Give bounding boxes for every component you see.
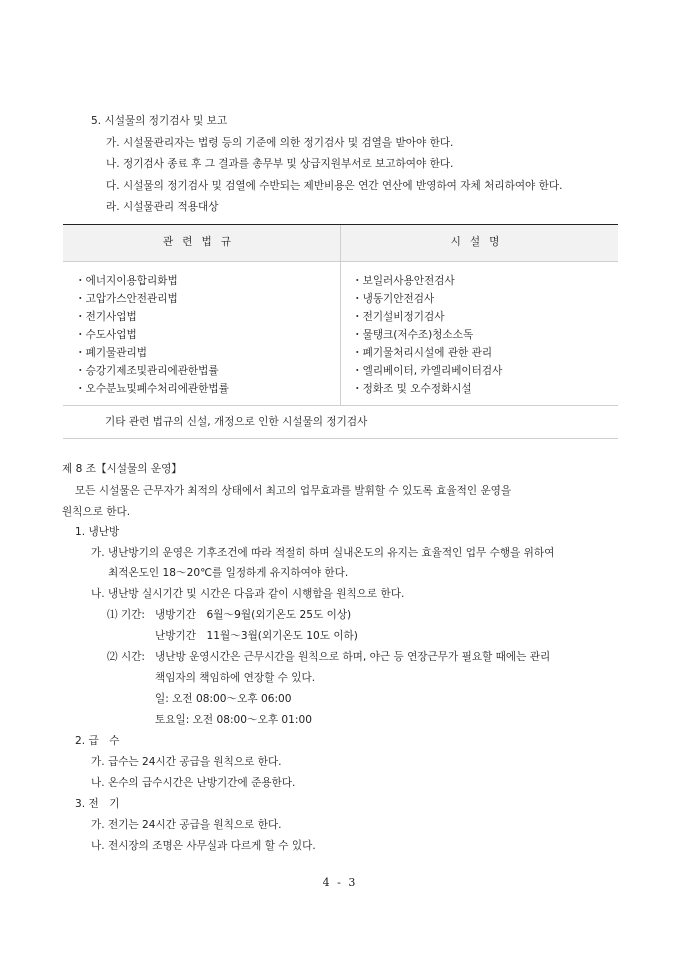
section-5-item-ga: 가. 시설물관리자는 법령 등의 기준에 의한 정기검사 및 검열을 받아야 한다. [106,137,454,149]
section-5-title: 5. 시설물의 정기검사 및 보고 [91,115,228,127]
table-cell-regulation: ・승강기제조및관리에관한법률 [75,365,219,377]
table-cell-facility: ・냉동기안전검사 [352,293,435,305]
section-5-item-ra: 라. 시설물관리 적용대상 [106,201,219,213]
table-cell-regulation: ・전기사업법 [75,311,137,323]
heating-period: 난방기간 11월～3월(외기온도 10도 이하) [155,630,358,642]
section-5-item-na: 나. 정기검사 종료 후 그 결과를 총무부 및 상급지원부서로 보고하여야 한다. [106,158,454,170]
table-cell-facility: ・전기설비정기검사 [352,311,445,323]
table-cell-regulation: ・에너지이용합리화법 [75,275,178,287]
cooling-period: 냉방기간 6월～9월(외기온도 25도 이상) [155,609,352,621]
table-cell-facility: ・보일러사용안전검사 [352,275,455,287]
article-8-heading: 제 8 조【시설물의 운영】 [62,463,182,475]
table-cell-regulation: ・오수분뇨및폐수처리에관한법률 [75,383,229,395]
article-8-intro-line-1: 모든 시설물은 근무자가 최적의 상태에서 최고의 업무효과를 발휘할 수 있도록 효율적인 운영을 [75,485,512,497]
table-bottom-rule [63,438,618,439]
facility-table [63,224,618,439]
saturday-hours: 토요일: 오전 08:00～오후 01:00 [155,714,312,726]
heating-cooling-na: 나. 냉난방 실시기간 및 시간은 다음과 같이 시행함을 원칙으로 한다. [91,588,405,600]
table-header-facilities: 시설명 [450,236,509,248]
hours-label: ⑵ 시간: [107,651,145,663]
water-supply-na: 나. 온수의 급수시간은 난방기간에 준용한다. [91,777,296,789]
water-supply-title: 2. 급 수 [75,735,120,747]
table-cell-facility: ・폐기물처리시설에 관한 관리 [352,347,493,359]
heating-cooling-title: 1. 냉난방 [75,526,120,538]
heating-cooling-ga-line-1: 가. 냉난방기의 운영은 기후조건에 따라 적절히 하며 실내온도의 유지는 효율적인 업무 수행을 위하여 [91,547,555,559]
electricity-ga: 가. 전기는 24시간 공급을 원칙으로 한다. [91,819,282,831]
hours-text-line-1: 냉난방 운영시간은 근무시간을 원칙으로 하며, 야근 등 연장근무가 필요할 때에는 관리 [155,651,551,663]
table-cell-regulation: ・수도사업법 [75,329,137,341]
electricity-na: 나. 전시장의 조명은 사무실과 다르게 할 수 있다. [91,840,316,852]
article-8-intro-line-2: 원칙으로 한다. [62,506,131,518]
water-supply-ga: 가. 급수는 24시간 공급을 원칙으로 한다. [91,756,282,768]
table-column-divider [340,225,341,405]
table-cell-facility: ・엘리베이터, 카엘리베이터검사 [352,365,503,377]
table-cell-regulation: ・폐기물관리법 [75,347,147,359]
hours-text-line-2: 책임자의 책임하에 연장할 수 있다. [155,672,316,684]
page-number: 4 - 3 [322,876,358,889]
heating-cooling-ga-line-2: 최적온도인 18～20℃를 일정하게 유지하여야 한다. [108,567,349,579]
table-cell-regulation: ・고압가스안전관리법 [75,293,178,305]
section-5-item-da: 다. 시설물의 정기검사 및 검열에 수반되는 제반비용은 연간 연산에 반영하여 자체 처리하여야 한다. [106,180,563,192]
table-header-regulations: 관련법규 [163,236,240,248]
table-cell-facility: ・정화조 및 오수정화시설 [352,383,472,395]
table-cell-facility: ・물탱크(저수조)청소소독 [352,329,474,341]
period-label: ⑴ 기간: [107,609,145,621]
table-footer-rule [63,405,618,406]
electricity-title: 3. 전 기 [75,798,120,810]
table-footer-note: 기타 관련 법규의 신설, 개정으로 인한 시설물의 정기검사 [105,416,368,428]
weekday-hours: 일: 오전 08:00～오후 06:00 [155,693,292,705]
